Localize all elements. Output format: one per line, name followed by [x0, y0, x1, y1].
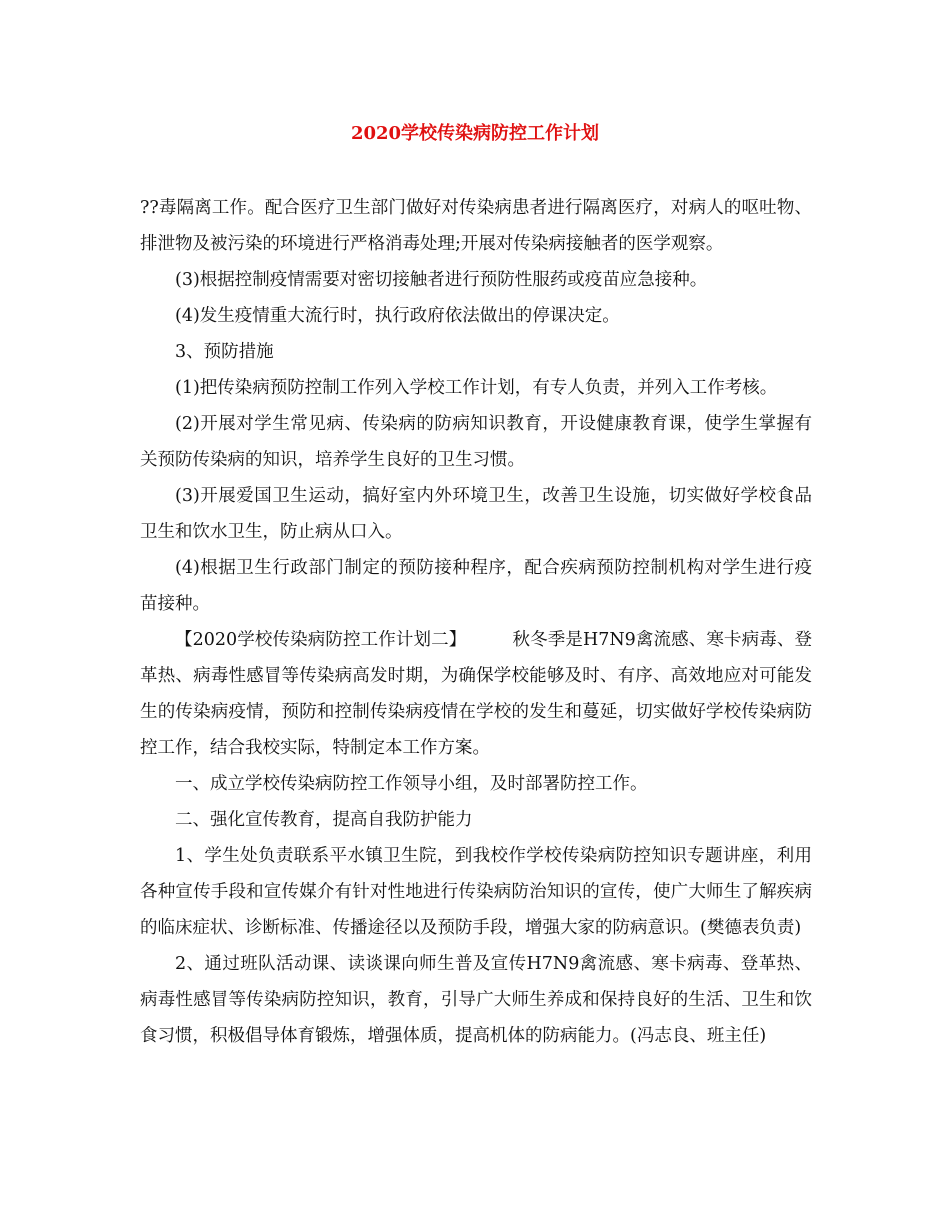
paragraph: ??毒隔离工作。配合医疗卫生部门做好对传染病患者进行隔离医疗，对病人的呕吐物、排泄物及被污染的环境进行严格消毒处理;开展对传染病接触者的医学观察。: [140, 198, 812, 254]
plan2-heading: 【2020学校传染病防控工作计划二】: [175, 630, 467, 650]
paragraph: (4)发生疫情重大流行时，执行政府依法做出的停课决定。: [175, 306, 620, 326]
paragraph: (1)把传染病预防控制工作列入学校工作计划，有专人负责，并列入工作考核。: [175, 378, 778, 398]
paragraph: (3)根据控制疫情需要对密切接触者进行预防性服药或疫苗应急接种。: [175, 270, 708, 290]
paragraph: (2)开展对学生常见病、传染病的防病知识教育，开设健康教育课，使学生掌握有关预防传染病的知识，培养学生良好的卫生习惯。: [140, 414, 812, 470]
paragraph: 1、学生处负责联系平水镇卫生院，到我校作学校传染病防控知识专题讲座，利用各种宣传手段和宣传媒介有针对性地进行传染病防治知识的宣传，使广大师生了解疾病的临床症状、诊断标准、传播途径以及预防手段，增强大家的防病意识。(樊德表负责): [140, 846, 812, 938]
section-heading: 一、成立学校传染病防控工作领导小组，及时部署防控工作。: [175, 774, 648, 794]
paragraph: (4)根据卫生行政部门制定的预防接种程序，配合疾病预防控制机构对学生进行疫苗接种。: [140, 558, 812, 614]
document-body: [140, 190, 812, 1054]
plan2-text: 秋冬季是H7N9禽流感、寒卡病毒、登革热、病毒性感冒等传染病高发时期，为确保学校能够及时、有序、高效地应对可能发生的传染病疫情，预防和控制传染病疫情在学校的发生和蔓延，切实做好学校传染病防控工作，结合我校实际，特制定本工作方案。: [140, 630, 812, 758]
document-title: 2020学校传染病防控工作计划: [350, 123, 600, 144]
plan2-paragraph: [140, 622, 812, 766]
paragraph: 2、通过班队活动课、读谈课向师生普及宣传H7N9禽流感、寒卡病毒、登革热、病毒性感冒等传染病防控知识，教育，引导广大师生养成和保持良好的生活、卫生和饮食习惯，积极倡导体育锻炼，增强体质，提高机体的防病能力。(冯志良、班主任): [140, 954, 812, 1046]
section-heading: 3、预防措施: [175, 342, 274, 362]
paragraph: (3)开展爱国卫生运动，搞好室内外环境卫生，改善卫生设施，切实做好学校食品卫生和饮水卫生，防止病从口入。: [140, 486, 812, 542]
section-heading: 二、强化宣传教育，提高自我防护能力: [175, 810, 473, 830]
